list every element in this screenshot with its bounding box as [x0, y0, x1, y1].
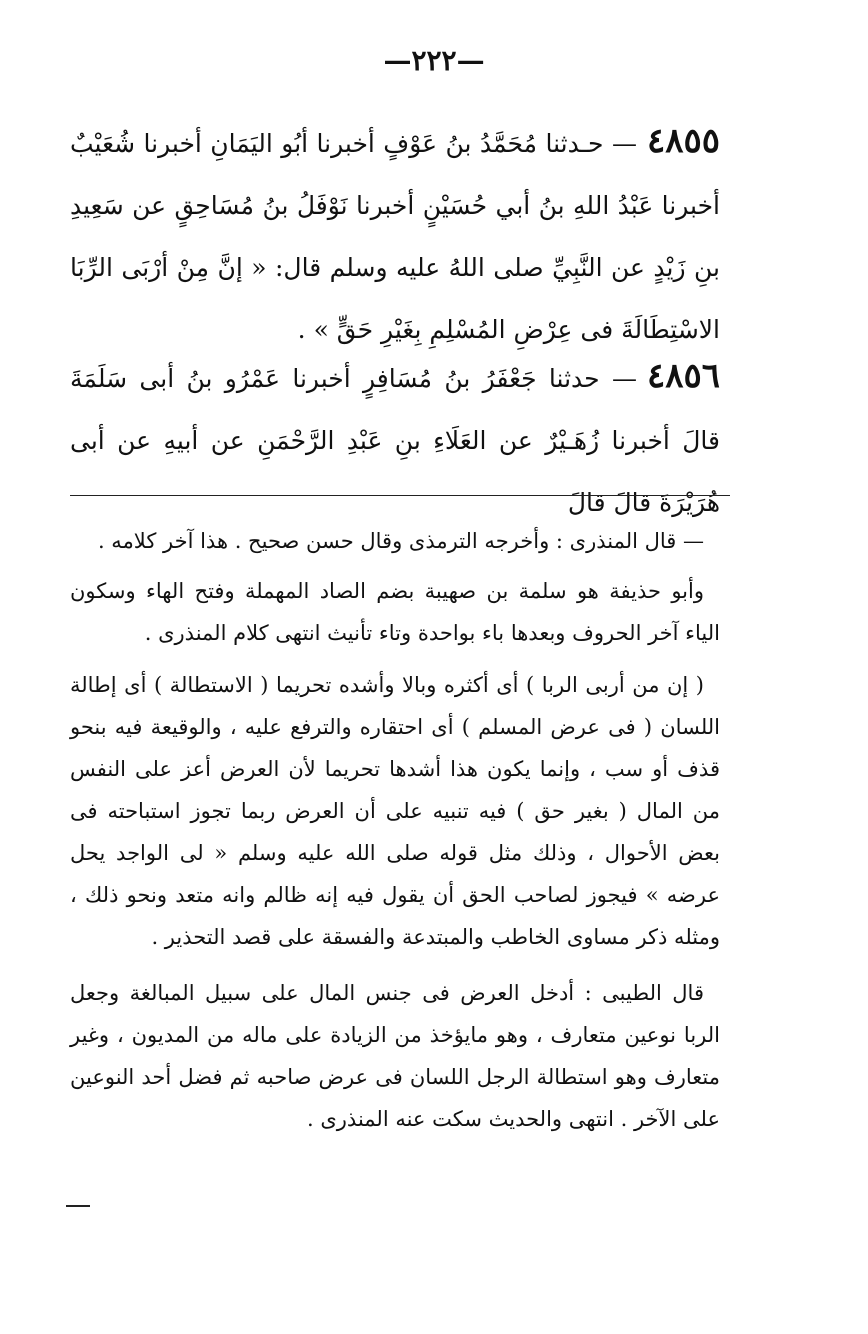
hadith-4856 — [70, 345, 720, 534]
end-dash — [66, 1205, 90, 1207]
commentary-paragraph: قال الطيبى : أدخل العرض فى جنس المال على سبيل المبالغة وجعل الربا نوعين متعارف ، وهو مايؤخذ من الزيادة على ماله من المديون ، وغير متعارف وهو استطالة الرجل اللسان فى عرض صاحبه ثم فضل أحد النوعين على الآخر . انتهى والحديث سكت عنه المنذرى . — [70, 981, 720, 1131]
commentary — [70, 520, 720, 1140]
hadith-number: ٤٨٥٦ — [646, 356, 720, 396]
commentary-paragraph: وأبو حذيفة هو سلمة بن صهيبة بضم الصاد المهملة وفتح الهاء وسكون الياء آخر الحروف وبعدها باء بواحدة وتاء تأنيث انتهى كلام المنذرى . — [70, 579, 720, 645]
section-divider — [70, 495, 730, 496]
page-number: —٢٢٢— — [383, 44, 485, 77]
hadith-number: ٤٨٥٥ — [646, 121, 720, 161]
hadith-4855 — [70, 110, 720, 361]
commentary-paragraph: ( إن من أربى الربا ) أى أكثره وبالا وأشده تحريما ( الاستطالة ) أى إطالة اللسان ( فى عرض المسلم ) أى احتقاره والترفع عليه ، والوقيعة فيه بنحو قذف أو سب ، وإنما يكون هذا أشدها تحريما لأن العرض أعز على النفس من المال ( بغير حق ) فيه تنبيه على أن العرض ربما تجوز استباحته فى بعض الأحوال ، وذلك مثل قوله صلى الله عليه وسلم « لى الواجد يحل عرضه » فيجوز لصاحب الحق أن يقول فيه إنه ظالم وانه متعد ونحو ذلك ، ومثله ذكر مساوى الخاطب والمبتدعة والفسقة على قصد التحذير . — [70, 673, 720, 949]
hadith-text: — حدثنا جَعْفَرُ بنُ مُسَافِرٍ أخبرنا عَمْرُو بنُ أبى سَلَمَةَ قالَ أخبرنا زُهَـيْرٌ عن العَلَاءِ بنِ عَبْدِ الرَّحْمَنِ عن أبيهِ عن أبى هُرَيْرَةَ قالَ قالَ — [70, 364, 720, 517]
hadith-text: — حـدثنا مُحَمَّدُ بنُ عَوْفٍ أخبرنا أبُو اليَمَانِ أخبرنا شُعَيْبٌ أخبرنا عَبْدُ اللهِ بنُ أبي حُسَيْنٍ أخبرنا نَوْفَلُ بنُ مُسَاحِقٍ عن سَعِيدِ بنِ زَيْدٍ عن النَّبِيِّ صلى اللهُ عليه وسلم قال: « إنَّ مِنْ أرْبَى الرِّبَا الاسْتِطَالَةَ فى عِرْضِ المُسْلِمِ بِغَيْرِ حَقٍّ » . — [70, 129, 720, 344]
commentary-paragraph: — قال المنذرى : وأخرجه الترمذى وقال حسن صحيح . هذا آخر كلامه . — [97, 529, 704, 553]
